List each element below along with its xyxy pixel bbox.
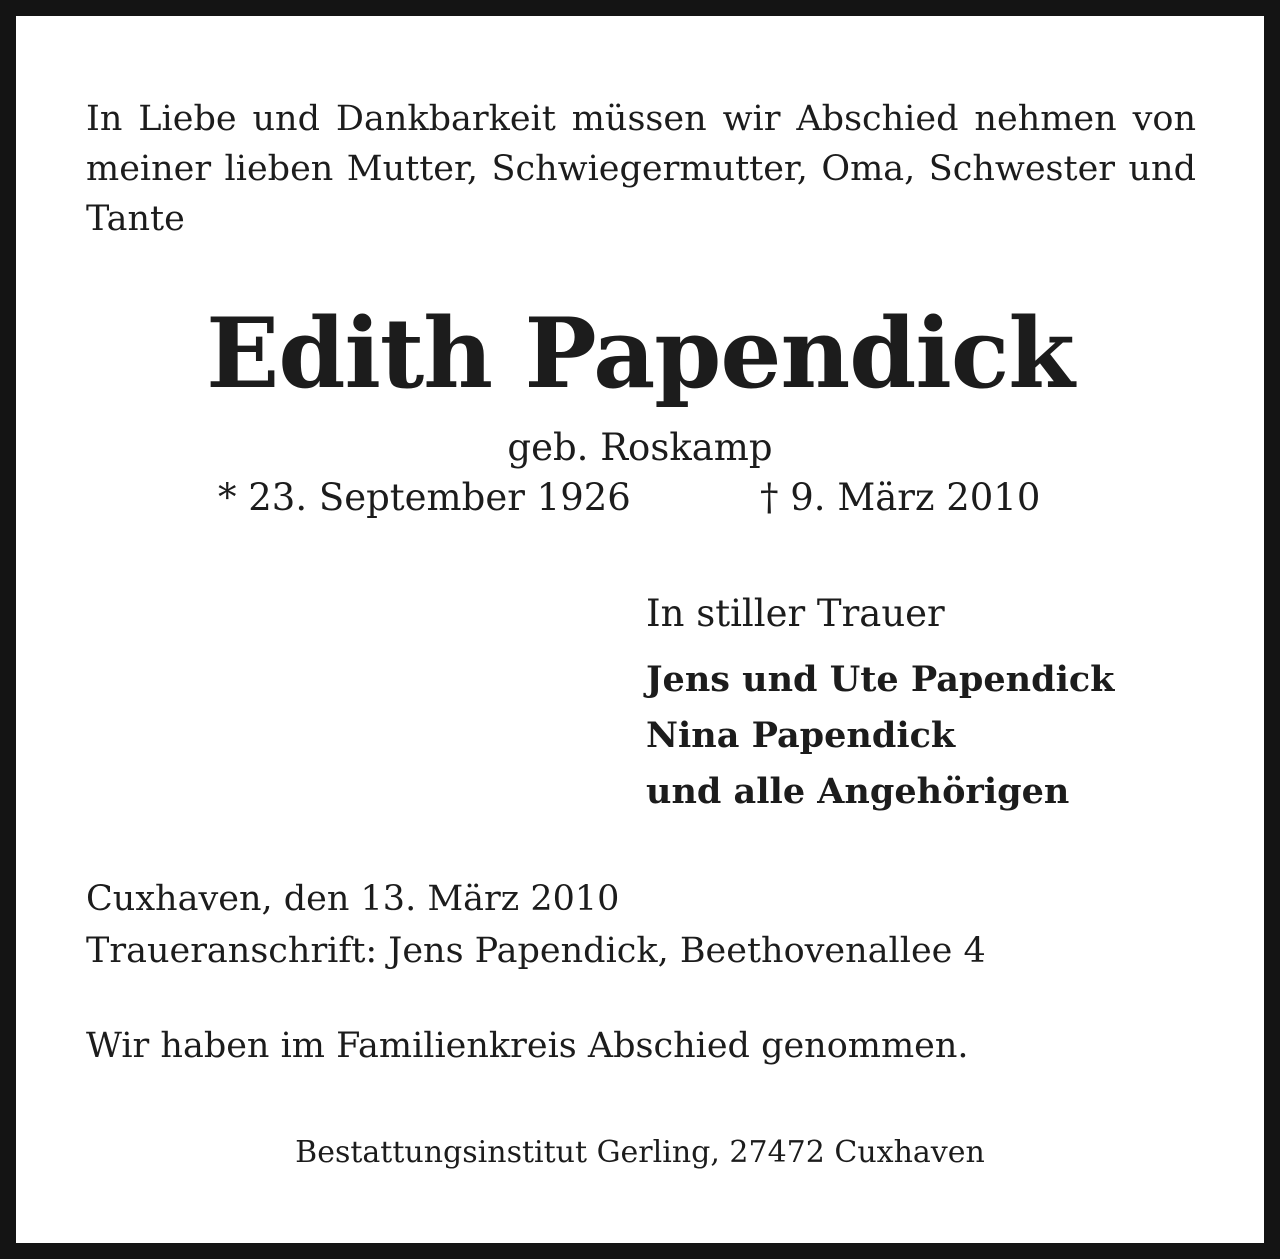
mourners-list [646, 652, 1114, 820]
mourning-address: Traueranschrift: Jens Papendick, Beethovenallee 4 [86, 931, 986, 971]
death-date: † 9. März 2010 [760, 476, 1041, 519]
mourning-line: In stiller Trauer [646, 592, 945, 635]
deceased-name: Edith Papendick [206, 297, 1074, 410]
mourner-name: Jens und Ute Papendick [646, 659, 1115, 700]
maiden-name: geb. Roskamp [507, 426, 773, 469]
mourner-name: und alle Angehörigen [646, 771, 1070, 812]
intro-text: In Liebe und Dankbarkeit müssen wir Abschied nehmen von meiner lieben Mutter, Schwiegermutter, Oma, Schwester und Tante [86, 99, 1196, 239]
place-and-date: Cuxhaven, den 13. März 2010 [86, 879, 620, 919]
farewell-note: Wir haben im Familienkreis Abschied genommen. [86, 1026, 969, 1066]
funeral-home-line: Bestattungsinstitut Gerling, 27472 Cuxhaven [295, 1135, 985, 1170]
birth-date: * 23. September 1926 [218, 476, 631, 519]
mourner-name: Nina Papendick [646, 715, 956, 756]
